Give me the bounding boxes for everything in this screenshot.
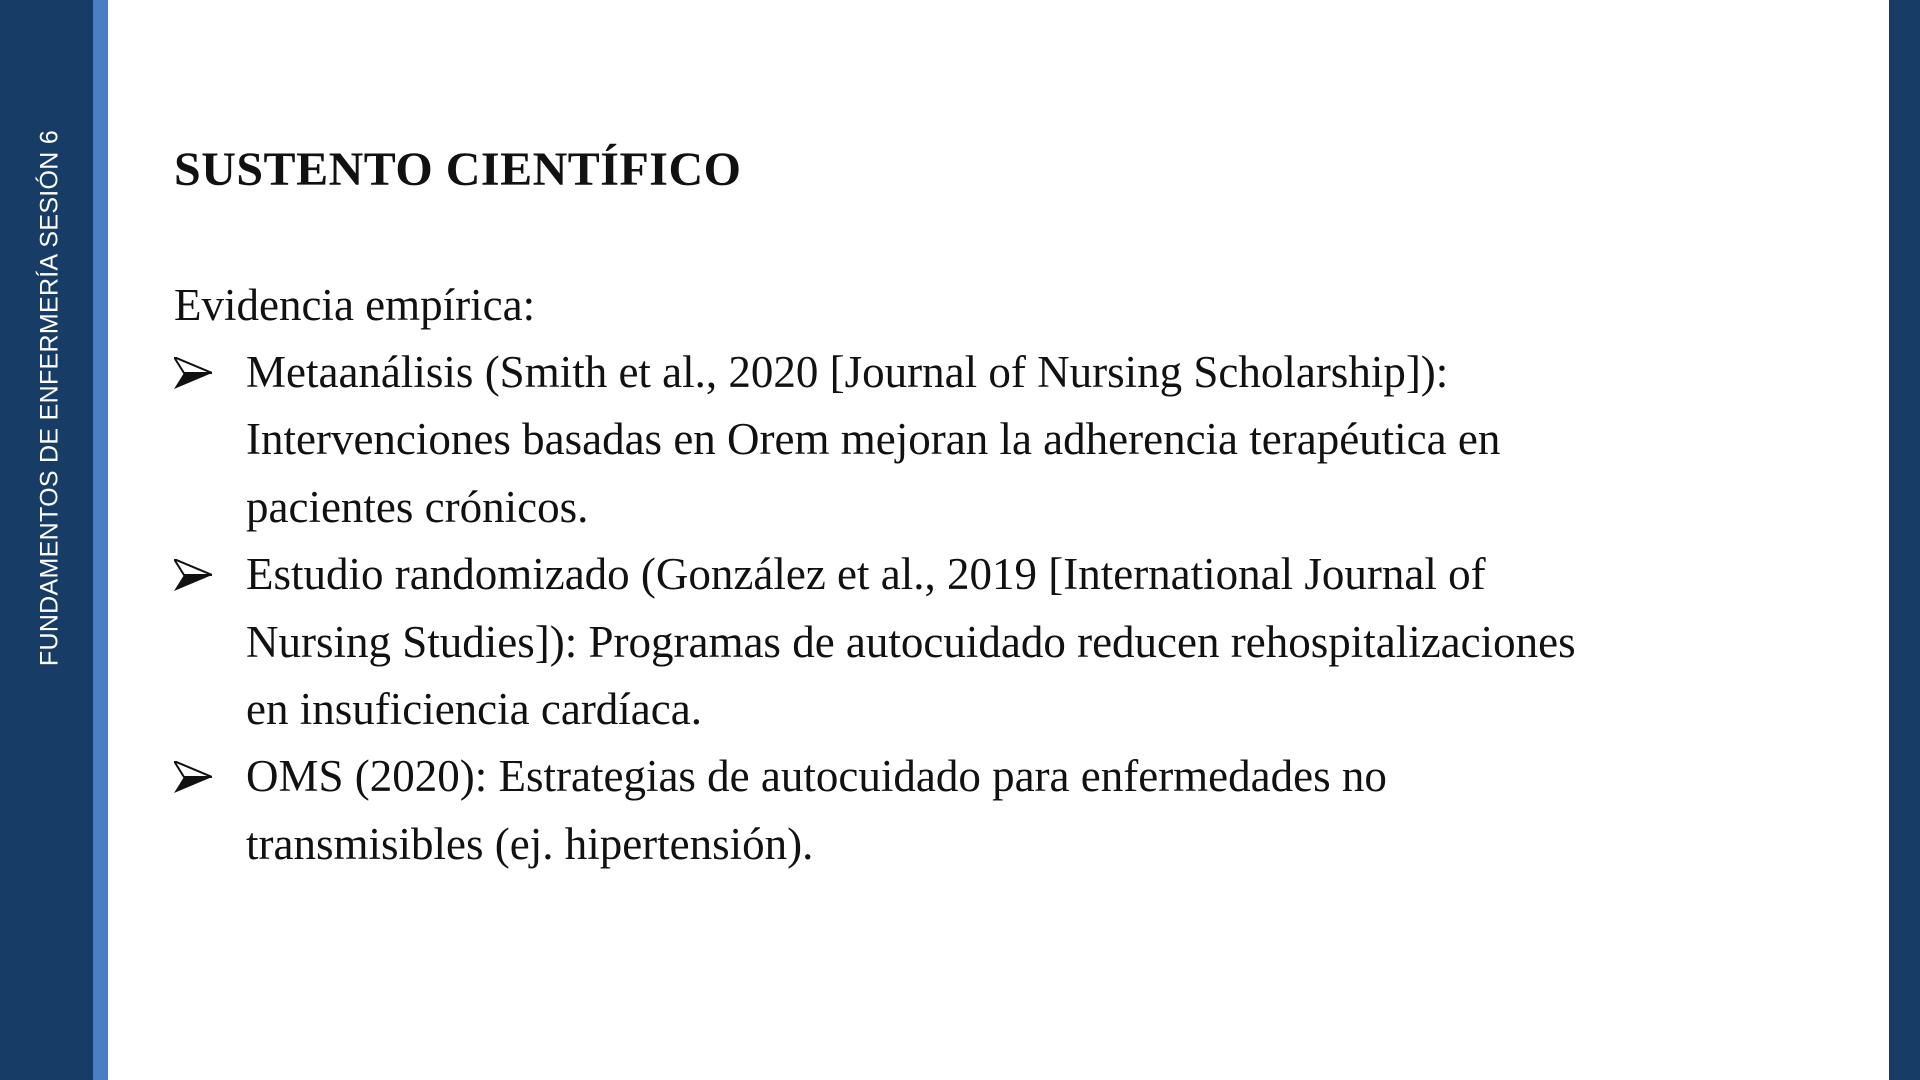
bullet-line: pacientes crónicos. [246,482,589,532]
bullet-line: Metaanálisis (Smith et al., 2020 [Journal of Nursing Scholarship]): [246,347,1449,397]
bullet-line: Intervenciones basadas en Orem mejoran la adherencia terapéutica en [246,414,1501,464]
left-accent-stripe [93,0,108,1080]
bullet-line: en insuficiencia cardíaca. [246,684,702,734]
bullet-line: Nursing Studies]): Programas de autocuidado reducen rehospitalizaciones [246,617,1576,667]
sidebar-vertical-label: FUNDAMENTOS DE ENFERMERÍA SESIÓN 6 [35,129,64,667]
bullet-line: Estudio randomizado (González et al., 2019 [International Journal of [246,549,1486,599]
bullet-line: transmisibles (ej. hipertensión). [246,819,814,869]
intro-text: Evidencia empírica: [174,280,536,330]
arrow-bullet-icon [174,541,218,608]
arrow-bullet-icon [174,743,218,810]
slide-title: SUSTENTO CIENTÍFICO [174,143,742,196]
arrow-bullet-icon [174,339,218,406]
right-sidebar-band [1889,0,1920,1080]
bullet-line: OMS (2020): Estrategias de autocuidado para enfermedades no [246,751,1387,801]
